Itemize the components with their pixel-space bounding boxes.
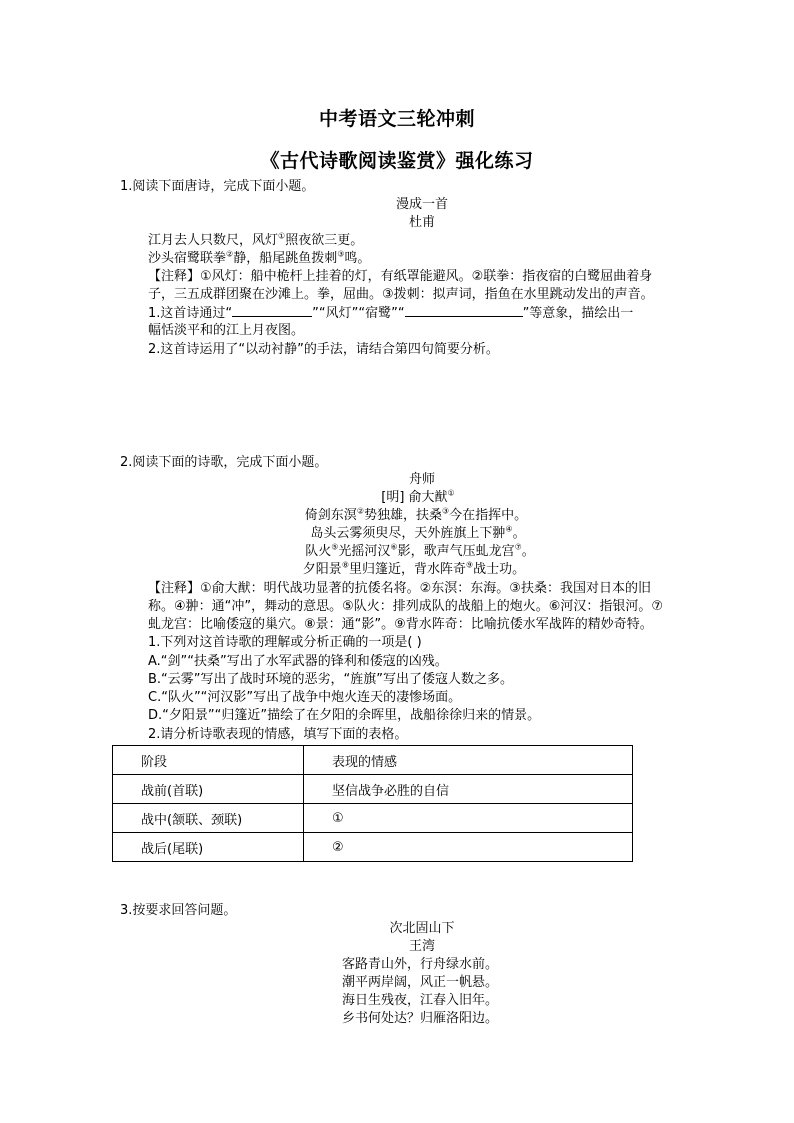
table-header-cell: 表现的情感 xyxy=(304,746,633,775)
table-cell-emotion: 坚信战争必胜的自信 xyxy=(304,775,633,804)
q1-sub1-cont: 幅恬淡平和的江上月夜图。 xyxy=(148,323,305,338)
q3-poem-line: 客路青山外，行舟绿水前。 xyxy=(341,957,499,972)
q3-poem-line: 海日生残夜，江春入旧年。 xyxy=(341,993,499,1008)
q2-sub1: 1.下列对这首诗歌的理解或分析正确的一项是( ) xyxy=(148,635,422,650)
q1-intro: 1.阅读下面唐诗，完成下面小题。 xyxy=(120,179,315,194)
q2-poem-line: 倚剑东溟②势独雄，扶桑③今在指挥中。 xyxy=(304,506,528,523)
q2-option-d[interactable]: D.“夕阳景”“归篷近”描绘了在夕阳的余晖里，战船徐徐归来的情景。 xyxy=(148,708,541,723)
q2-option-c[interactable]: C.“队火”“河汉影”写出了战争中炮火连天的凄惨场面。 xyxy=(148,690,462,705)
q1-poem-line: 沙头宿鹭联拳②静，船尾跳鱼拨刺③鸣。 xyxy=(148,249,371,266)
table-row xyxy=(113,804,633,833)
table-cell-stage: 战中(颔联、颈联) xyxy=(113,804,304,833)
table-row xyxy=(113,833,633,862)
q2-note-line: 【注释】①俞大猷：明代战功显著的抗倭名将。②东溟：东海。③扶桑：我国对日本的旧 xyxy=(148,581,651,596)
emotion-table xyxy=(112,745,633,862)
q2-note-line: 虬龙宫：比喻倭寇的巢穴。⑧景：通“影”。⑨背水阵奇：比喻抗倭水军战阵的精妙奇特。 xyxy=(148,617,653,632)
q2-option-b[interactable]: B.“云雾”写出了战时环境的恶劣，“旌旗”写出了倭寇人数之多。 xyxy=(148,672,513,687)
q2-poem-line: 岛头云雾须臾尽，天外旌旗上下翀④。 xyxy=(310,524,526,541)
q3-intro: 3.按要求回答问题。 xyxy=(120,903,237,918)
q3-poem-title: 次北固山下 xyxy=(389,921,455,936)
q2-poem-author: [明] 俞大猷① xyxy=(381,488,455,505)
q2-poem-title: 舟师 xyxy=(408,472,436,487)
fill-blank-1[interactable] xyxy=(232,304,312,317)
table-cell-emotion[interactable]: ② xyxy=(304,833,633,862)
q1-sub2: 2.这首诗运用了“以动衬静”的手法，请结合第四句简要分析。 xyxy=(148,342,499,357)
fill-blank-2[interactable] xyxy=(405,304,523,317)
q2-option-a[interactable]: A.“剑”“扶桑”写出了水军武器的锋利和倭寇的凶残。 xyxy=(148,654,448,669)
q3-poem-author: 王湾 xyxy=(408,939,436,954)
table-row xyxy=(113,775,633,804)
q1-poem-line: 江月去人只数尺，风灯①照夜欲三更。 xyxy=(148,231,364,248)
q3-poem-line: 潮平两岸阔，风正一帆悬。 xyxy=(341,975,499,990)
page-subtitle: 《古代诗歌阅读鉴赏》强化练习 xyxy=(260,150,534,172)
q2-intro: 2.阅读下面的诗歌，完成下面小题。 xyxy=(120,455,328,470)
q1-poem-title: 漫成一首 xyxy=(395,197,449,212)
q1-note-line: 【注释】①风灯：船中桅杆上挂着的灯，有纸罩能避风。②联拳：指夜宿的白鹭屈曲着身 xyxy=(148,269,653,284)
table-header-cell: 阶段 xyxy=(113,746,304,775)
q2-poem-line: 队火⑤光摇河汉⑥影，歌声气压虬龙宫⑦。 xyxy=(305,542,535,559)
table-cell-stage: 战后(尾联) xyxy=(113,833,304,862)
table-header-row xyxy=(113,746,633,775)
table-cell-stage: 战前(首联) xyxy=(113,775,304,804)
page-title: 中考语文三轮冲刺 xyxy=(318,108,475,130)
q2-sub2: 2.请分析诗歌表现的情感，填写下面的表格。 xyxy=(148,727,408,742)
q1-sub1: 1.这首诗通过“ ”“风灯”“宿鹭”“ ”等意象，描绘出一 xyxy=(148,306,634,321)
q3-poem-line: 乡书何处达？归雁洛阳边。 xyxy=(341,1011,499,1026)
table-cell-emotion[interactable]: ① xyxy=(304,804,633,833)
q1-note-line: 子，三五成群团聚在沙滩上。拳，屈曲。③拨刺：拟声词，指鱼在水里跳动发出的声音。 xyxy=(148,287,654,302)
q1-poem-author: 杜甫 xyxy=(408,215,436,230)
q2-poem-line: 夕阳景⑧里归篷近，背水阵奇⑨战士功。 xyxy=(302,560,526,577)
q2-note-line: 称。④翀：通“冲”，舞动的意思。⑤队火：排列成队的战船上的炮火。⑥河汉：指银河。⑦ xyxy=(148,599,664,614)
